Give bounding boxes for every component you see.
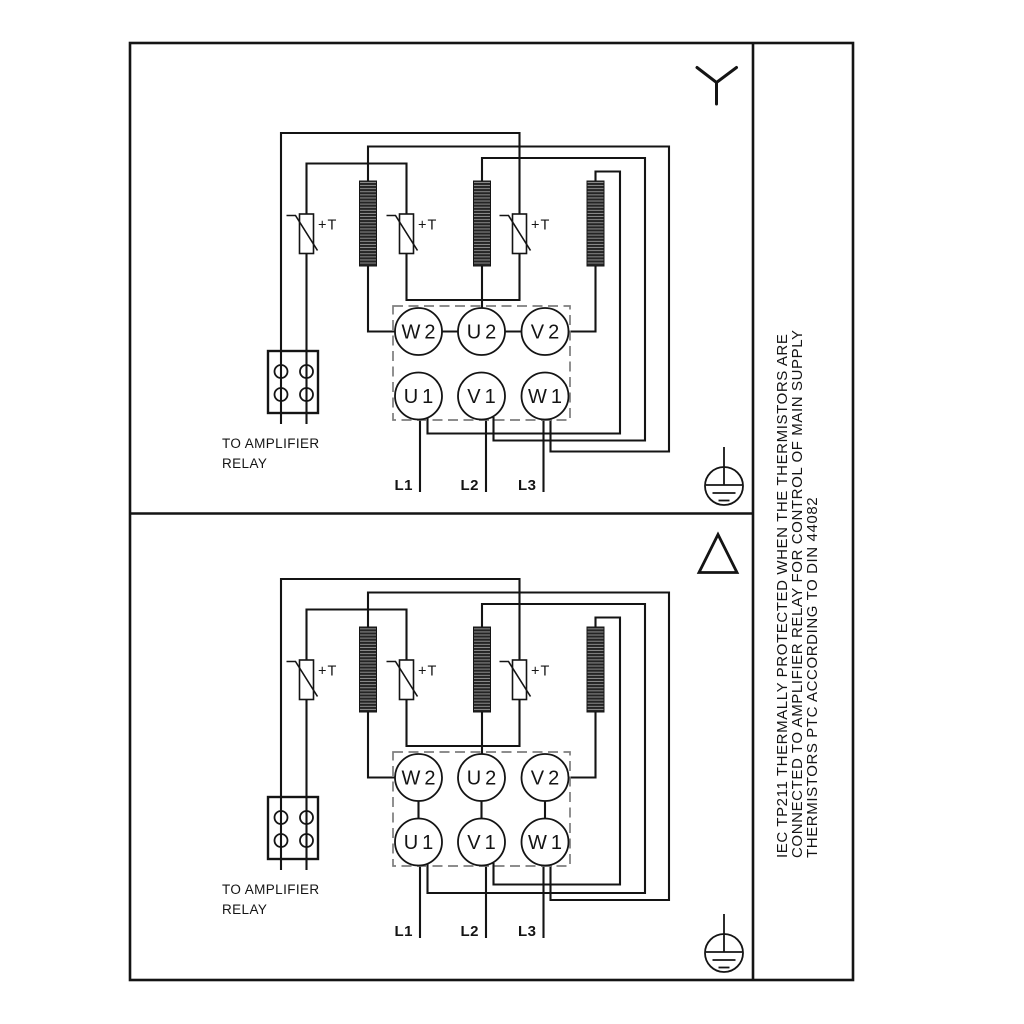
thermistor-2	[387, 214, 438, 254]
delta-panel	[222, 535, 743, 973]
thermistor-label: +T	[318, 217, 338, 234]
terminal-u2-label: U2	[466, 321, 501, 344]
thermistor-1	[287, 660, 338, 700]
motor-winding-3	[587, 181, 604, 266]
motor-winding-3	[587, 627, 604, 712]
supply-l2-label: L2	[460, 477, 479, 494]
supply-l3-label: L3	[517, 923, 537, 940]
terminal-w1-label: W1	[528, 386, 566, 408]
side-note-line-2: CONNECTED TO AMPLIFIER RELAY FOR CONTROL OF MAIN SUPPLY	[789, 329, 806, 858]
thermistor-label: +T	[418, 217, 438, 234]
thermistor-1	[287, 214, 338, 254]
supply-l3-label: L3	[517, 477, 537, 494]
terminal-u1-label: U1	[403, 386, 438, 408]
side-note-line-3: THERMISTORS PTC ACCORDING TO DIN 44082	[804, 496, 821, 858]
terminal-w2-label: W2	[401, 321, 440, 344]
terminal-u1-label: U1	[403, 832, 438, 854]
earth-ground-icon	[705, 447, 743, 505]
earth-ground-icon	[705, 914, 743, 972]
relay-note-line-1: TO AMPLIFIER	[222, 882, 320, 897]
side-note-line-1: IEC TP211 THERMALLY PROTECTED WHEN THE THERMISTORS ARE	[774, 333, 791, 858]
relay-note-line-2: RELAY	[222, 902, 268, 917]
terminal-v1-label: V1	[467, 832, 500, 854]
supply-l1-label: L1	[394, 477, 413, 494]
terminal-v2-label: V2	[530, 321, 564, 344]
motor-winding-2	[474, 181, 491, 266]
thermistor-2	[387, 660, 438, 700]
relay-note-line-1: TO AMPLIFIER	[222, 436, 320, 451]
motor-winding-1	[360, 627, 377, 712]
supply-l1-label: L1	[394, 923, 413, 940]
supply-l2-label: L2	[460, 923, 479, 940]
terminal-block	[393, 306, 570, 420]
thermistor-3	[500, 214, 551, 254]
terminal-v2-label: V2	[530, 767, 564, 790]
motor-winding-2	[474, 627, 491, 712]
relay-terminal-box	[268, 797, 318, 859]
thermistor-label: +T	[531, 217, 551, 234]
thermistor-label: +T	[418, 663, 438, 680]
thermistor-label: +T	[318, 663, 338, 680]
star-panel	[222, 68, 743, 506]
motor-winding-1	[360, 181, 377, 266]
terminal-u2-label: U2	[466, 767, 501, 790]
delta-bridge-links	[419, 801, 546, 819]
relay-terminal-box	[268, 351, 318, 413]
delta-symbol	[699, 535, 737, 573]
thermistor-label: +T	[531, 663, 551, 680]
terminal-w2-label: W2	[401, 767, 440, 790]
side-note	[774, 329, 821, 858]
terminal-w1-label: W1	[528, 832, 566, 854]
terminal-v1-label: V1	[467, 386, 500, 408]
star-symbol	[697, 68, 737, 105]
relay-note-line-2: RELAY	[222, 456, 268, 471]
thermistor-3	[500, 660, 551, 700]
